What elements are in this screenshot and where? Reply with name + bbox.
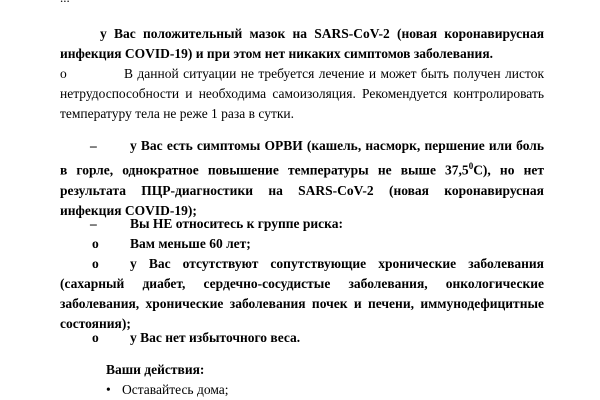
section1-heading: у Вас положительный мазок на SARS-CoV-2 (новая коронавирусная инфекция COVID-19) и при этом нет никаких симптомов заболевания. <box>60 26 544 61</box>
section2-dash: – <box>90 138 97 153</box>
chronic-marker: o <box>92 256 99 271</box>
chronic-text: у Вас отсутствуют сопутствующие хронические заболевания (сахарный диабет, сердечно-сосудистые заболевания, онкологические заболевания, хронические заболевания почек и печени, иммунодефицитные состояния); <box>60 256 544 331</box>
cut-off-line <box>60 0 540 8</box>
weight-marker: o <box>92 330 99 345</box>
age-marker: o <box>92 236 99 251</box>
symptoms-text-b: С), но нет результата ПЦР-диагностики на SARS-CoV-2 (новая коронавирусная инфекция COVID-19); <box>60 162 544 218</box>
symptoms-superscript: 0 <box>468 161 474 171</box>
actions-list-item <box>106 380 536 400</box>
age-text: Вам меньше 60 лет; <box>130 236 251 251</box>
actions-item-text: Оставайтесь дома; <box>122 382 229 397</box>
weight-text: у Вас нет избыточного веса. <box>130 330 301 345</box>
risk-dash: – <box>90 216 97 231</box>
weight-item <box>60 328 544 348</box>
section2-risk <box>60 214 544 234</box>
actions-heading: Ваши действия: <box>106 362 205 377</box>
section1-item <box>60 64 544 124</box>
actions-list <box>106 380 536 400</box>
section1-item-marker: o <box>60 66 67 81</box>
risk-text: Вы НЕ относитесь к группе риска: <box>130 216 343 231</box>
section1-item-text: В данной ситуации не требуется лечение и может быть получен листок нетрудоспособности и необходима самоизоляция. Рекомендуется контролировать температуру тела не реже 1 раза в сутки. <box>60 66 544 121</box>
bullet-icon: • <box>106 382 111 397</box>
section2-symptoms <box>60 136 544 221</box>
age-item <box>60 234 544 254</box>
symptoms-text-a: у Вас есть симптомы ОРВИ (кашель, насморк, першение или боль в горле, однократное повышение температуры не выше 37,5 <box>60 138 544 178</box>
chronic-item <box>60 254 544 334</box>
